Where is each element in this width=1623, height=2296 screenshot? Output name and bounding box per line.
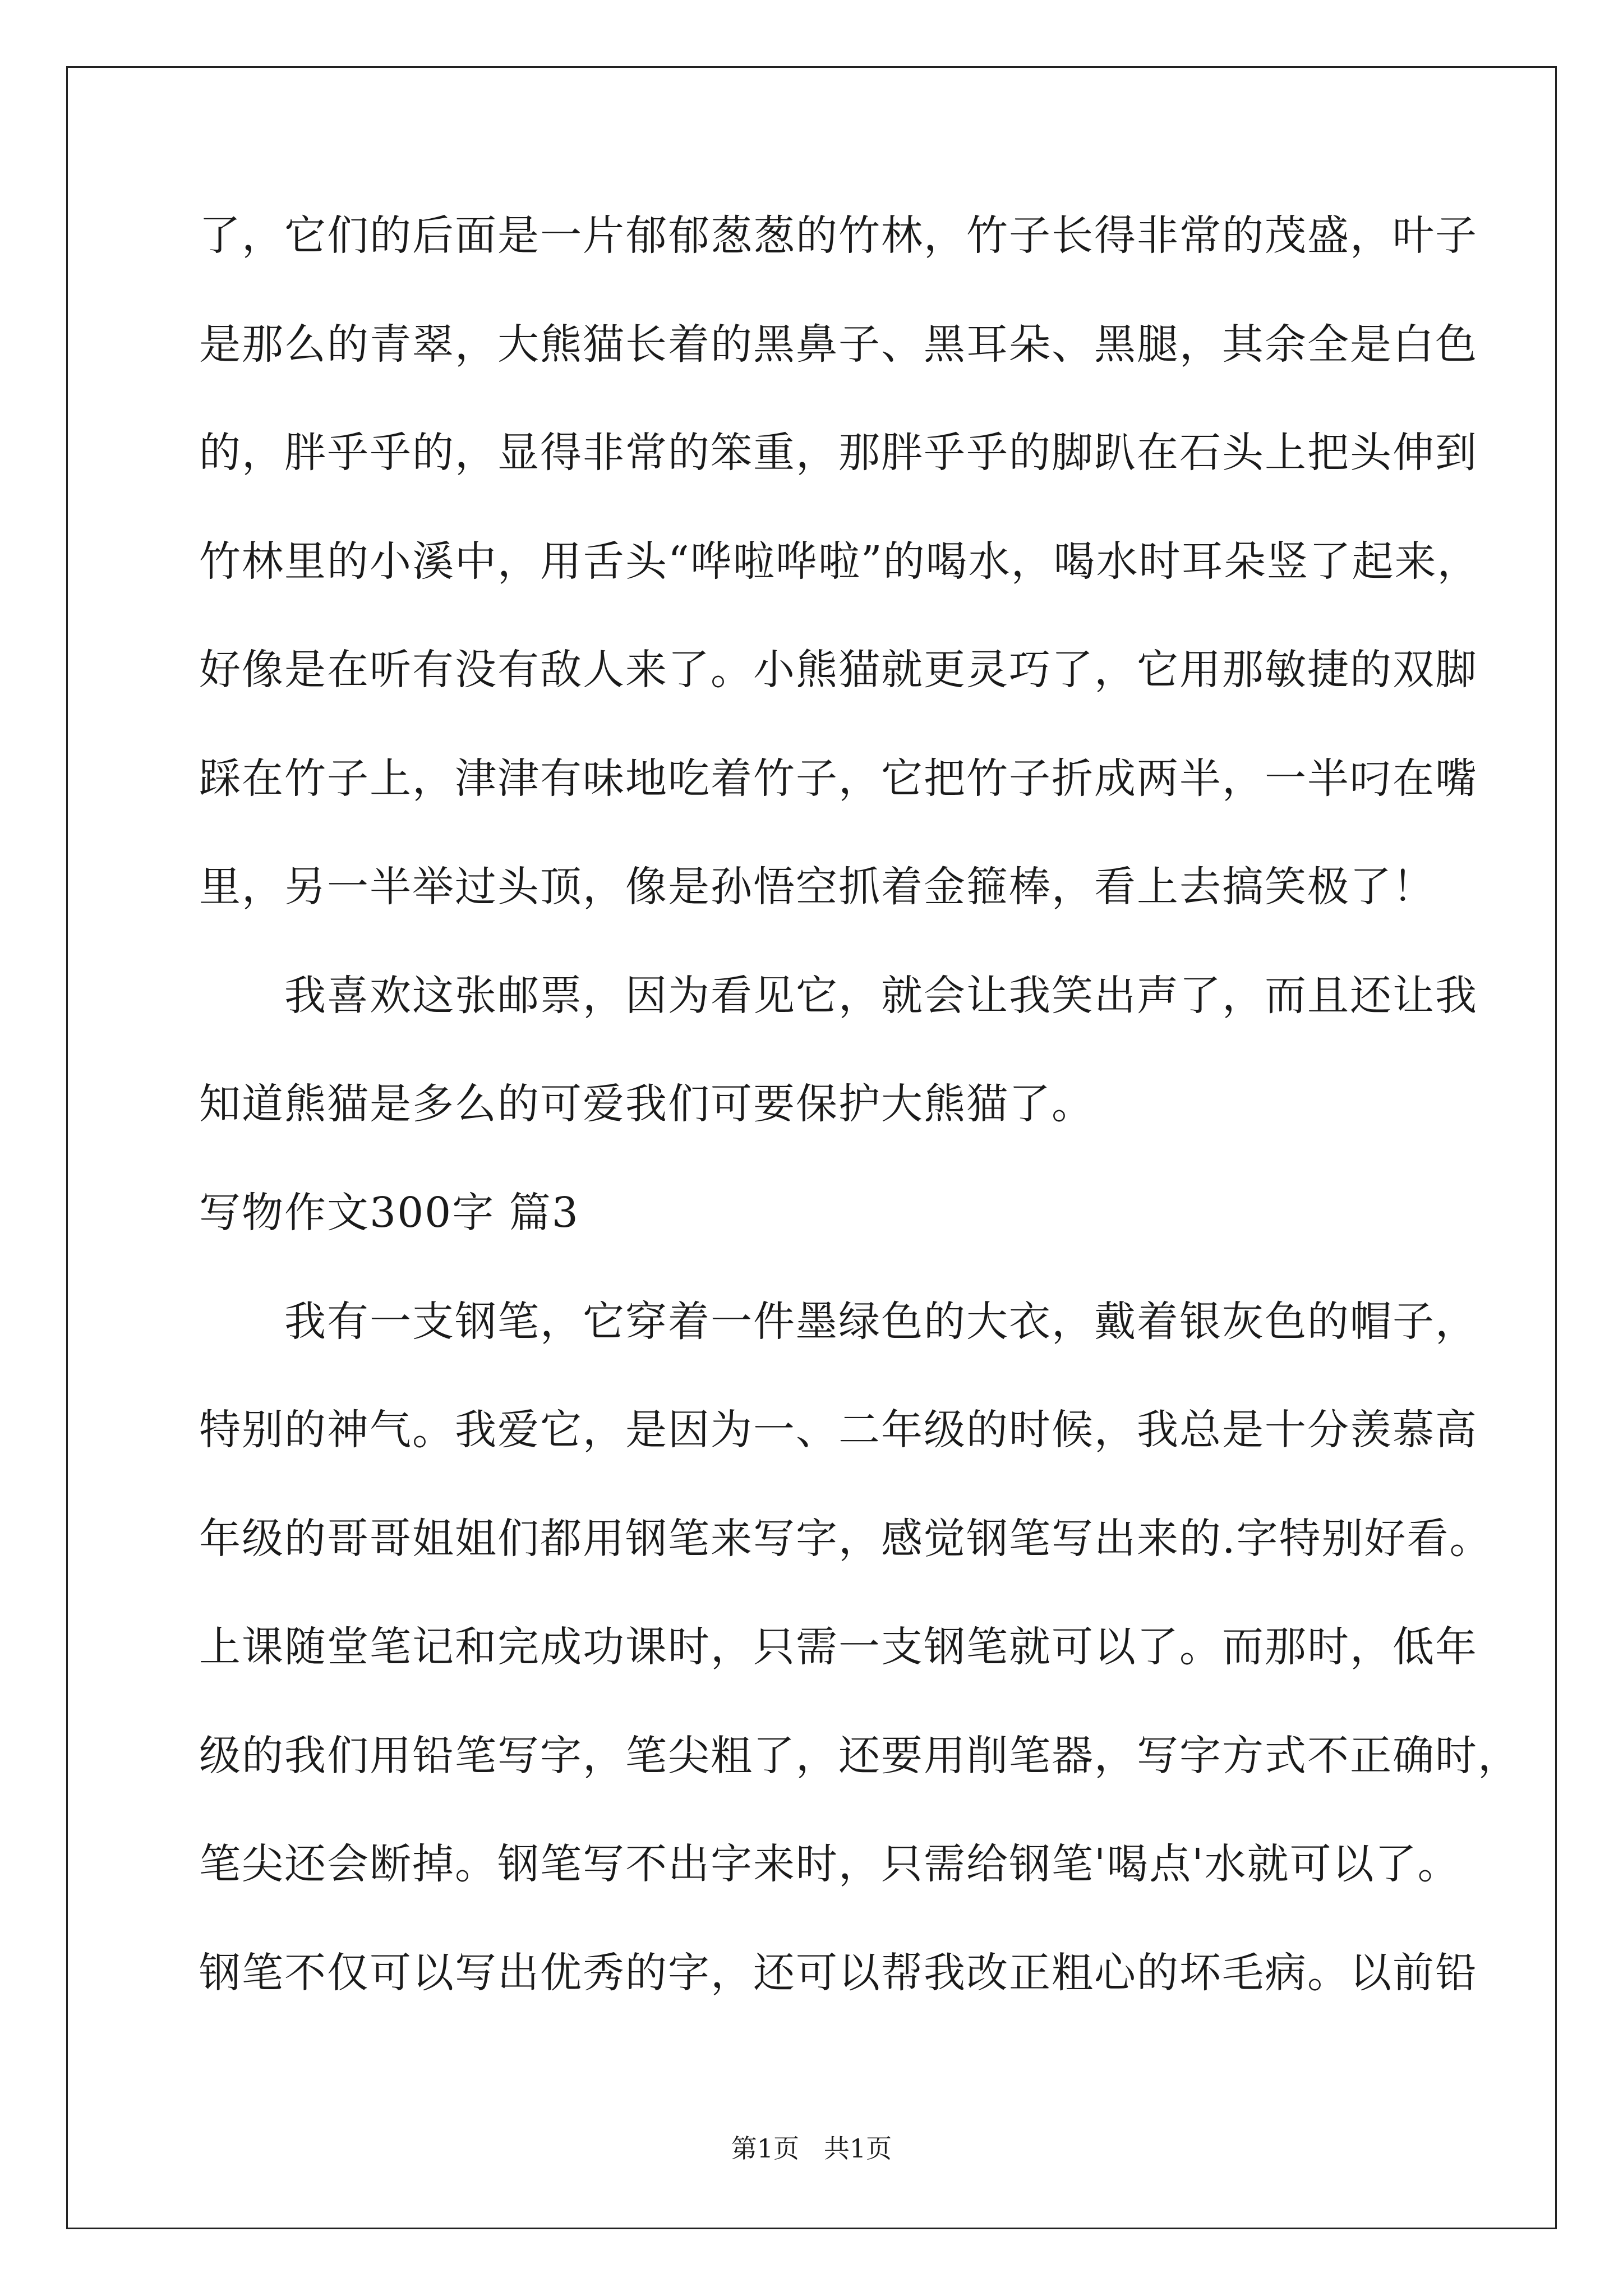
text-line: 好像是在听有没有敌人来了。小熊猫就更灵巧了，它用那敏捷的双脚	[199, 646, 1478, 694]
text-line: 年级的哥哥姐姐们都用钢笔来写字，感觉钢笔写出来的.字特别好看。	[199, 1515, 1492, 1563]
text-line: 的，胖乎乎的，显得非常的笨重，那胖乎乎的脚趴在石头上把头伸到	[199, 429, 1478, 477]
text-line: 踩在竹子上，津津有味地吃着竹子，它把竹子折成两半，一半叼在嘴	[199, 754, 1478, 803]
page-number-footer: 第1页 共1页	[731, 2133, 892, 2164]
section-heading: 写物作文300字 篇3	[199, 1189, 579, 1237]
page-border	[66, 66, 1557, 2229]
text-line: 上课随堂笔记和完成功课时，只需一支钢笔就可以了。而那时，低年	[199, 1623, 1478, 1671]
text-line: 是那么的青翠，大熊猫长着的黑鼻子、黑耳朵、黑腿，其余全是白色	[199, 320, 1478, 369]
text-line: 钢笔不仅可以写出优秀的字，还可以帮我改正粗心的坏毛病。以前铅	[199, 1949, 1478, 1997]
text-line: 里，另一半举过头顶，像是孙悟空抓着金箍棒，看上去搞笑极了！	[199, 863, 1435, 911]
text-line: 级的我们用铅笔写字，笔尖粗了，还要用削笔器，写字方式不正确时，	[199, 1732, 1520, 1780]
text-line: 知道熊猫是多么的可爱我们可要保护大熊猫了。	[199, 1080, 1094, 1128]
text-line: 了，它们的后面是一片郁郁葱葱的竹林，竹子长得非常的茂盛，叶子	[199, 211, 1478, 260]
text-line: 竹林里的小溪中，用舌头“哗啦哗啦”的喝水，喝水时耳朵竖了起来，	[199, 537, 1480, 586]
paragraph-start-line: 我喜欢这张邮票，因为看见它，就会让我笑出声了，而且还让我	[199, 972, 1478, 1020]
paragraph-start-line: 我有一支钢笔，它穿着一件墨绿色的大衣，戴着银灰色的帽子，	[199, 1297, 1478, 1346]
text-line: 特别的神气。我爱它，是因为一、二年级的时候，我总是十分羡慕高	[199, 1406, 1478, 1454]
text-line: 笔尖还会断掉。钢笔写不出字来时，只需给钢笔'喝点'水就可以了。	[199, 1840, 1460, 1888]
